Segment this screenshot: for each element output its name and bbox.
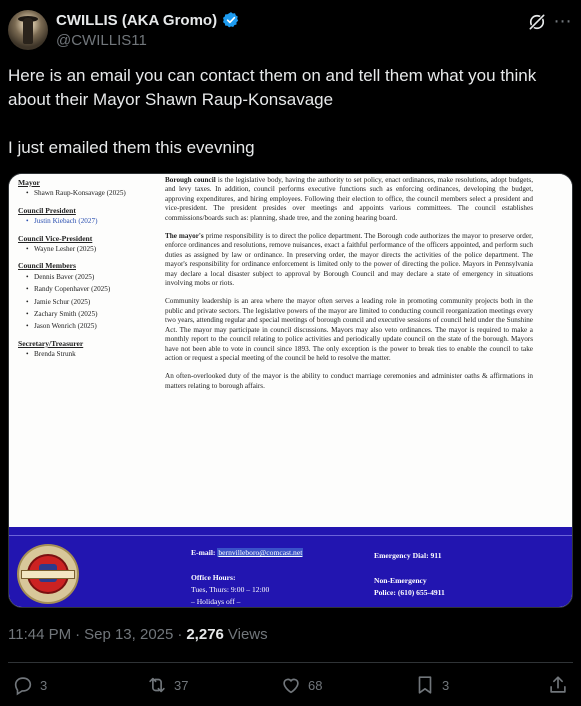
section-heading: Council President — [18, 205, 76, 215]
repost-button[interactable] — [146, 674, 188, 696]
section-heading: Council Members — [18, 261, 76, 271]
list-item: • Zachary Smith (2025) — [18, 310, 163, 319]
repost-count: 37 — [174, 677, 189, 693]
paragraph: An often-overlooked duty of the mayor is the ability to conduct marriage ceremonies and administer oaths & affirmations in matters relating to borough affairs. — [165, 372, 533, 390]
section-heading: Mayor — [18, 178, 40, 187]
reply-icon — [12, 674, 34, 696]
grok-icon[interactable] — [527, 12, 547, 32]
post-text-line: Here is an email you can contact them on and tell them what you think — [8, 66, 537, 85]
post-time[interactable]: 11:44 PM — [8, 626, 72, 643]
avatar[interactable] — [8, 10, 48, 50]
views-count: 2,276 — [186, 626, 224, 643]
list-item: • Jason Wenrich (2025) — [18, 322, 163, 331]
post-date[interactable]: Sep 13, 2025 — [84, 626, 174, 643]
list-item: • Wayne Lesher (2025) — [18, 245, 163, 254]
post-text-line: I just emailed them this evevning — [8, 138, 255, 157]
footer-office-hours: Office Hours: Tues, Thurs: 9:00 – 12:00 – Holidays off – — [191, 573, 270, 606]
paragraph — [165, 232, 533, 288]
post-text-line: about their Mayor Shawn Raup-Konsavage — [8, 90, 334, 109]
paragraph-body: prime responsibility is to direct the police department. The Borough code authorizes the mayor to preserve order, enforce ordinances and resolutions, remove nuisances, exact a faithful performance of the officers appointed, and perform such duties as assigned by law or ordinance. In preserving order, the mayor directs the activities of the police department. The mayor's responsibility for ordinance enforcement is limited only to the power of directing the police. Mayors in Pennsylvania may declare a local disaster subject to approval by Borough Council and may declare a state of emergency in situations involving mobs or riots. — [165, 232, 533, 288]
borough-seal-icon — [17, 544, 79, 604]
footer-non-emergency: Non-Emergency Police: (610) 655-4911 — [374, 576, 445, 597]
list-item: • Shawn Raup-Konsavage (2025) — [18, 189, 163, 198]
footer-emergency: Emergency Dial: 911 — [374, 551, 442, 560]
author-name-row — [56, 11, 240, 29]
like-count: 68 — [308, 677, 323, 693]
reply-count: 3 — [40, 677, 48, 693]
author-display-name[interactable]: CWILLIS (AKA Gromo) — [56, 11, 218, 29]
list-item: • Jamie Schur (2025) — [18, 298, 163, 307]
like-button[interactable] — [280, 674, 322, 696]
paragraph: Community leadership is an area where the mayor often serves a leading role in promoting community projects both in the public and private sectors. The legislative powers of the mayor are limited to conducting council reorganization meetings every two years, attending regular and special meetings of borough council and executive sessions of council held under the Sunshine Act. The mayor may participate in council discussions. Mayors may also veto ordinances. The mayor is required to make a monthly report to the council relating to police activities and periodically update council on the state of the borough. Mayors have not been able to vote in council since 1893. The only exception is the power to break ties to enable the council to take action or request a special meeting of the council be held to resolve the matter. — [165, 297, 533, 362]
post-metadata: 11:44 PM · Sep 13, 2025 · 2,276 Views — [8, 626, 268, 643]
views-label: Views — [227, 626, 268, 643]
bookmark-button[interactable] — [414, 674, 449, 696]
footer-email: E-mail: bernvilleboro@comcast.net — [191, 548, 303, 557]
divider — [8, 662, 573, 663]
verified-badge-icon — [222, 11, 240, 29]
list-item: • Randy Copenhaver (2025) — [18, 285, 163, 294]
email-link: bernvilleboro@comcast.net — [218, 548, 303, 557]
paragraph-lead: The mayor's — [165, 232, 204, 241]
document-footer — [9, 527, 573, 608]
reply-button[interactable] — [12, 674, 47, 696]
list-item: • Brenda Strunk — [18, 350, 163, 359]
post-header — [8, 8, 573, 54]
list-item: • Dennis Baver (2025) — [18, 273, 163, 282]
share-button[interactable] — [547, 674, 569, 696]
repost-icon — [146, 674, 168, 696]
share-icon — [547, 674, 569, 696]
section-heading: Council Vice-President — [18, 233, 93, 243]
officials-list — [18, 178, 163, 363]
list-item: • Justin Kiebach (2027) — [18, 217, 163, 226]
paragraph-lead: Borough council — [165, 176, 216, 184]
bookmark-icon — [414, 674, 436, 696]
author-handle[interactable]: @CWILLIS11 — [56, 32, 147, 49]
more-options-icon[interactable]: ⋯ — [553, 11, 573, 31]
bookmark-count: 3 — [442, 677, 450, 693]
description-text — [165, 176, 533, 400]
heart-icon — [280, 674, 302, 696]
paragraph-body: is the legislative body, having the authority to set policy, enact ordinances, make resolutions, adopt budgets, and levy taxes. In addition, council performs executive functions such as enforcing ordinances, developing the budget, approving expenditures, and hiring employees. Following their election to office, the council members select a president and vice-president. The president presides over meetings and appoints various committees. The council establishes commissions/boards such as: planning, shade tree, and the zoning hearing board. — [165, 176, 533, 222]
post-text — [8, 64, 573, 160]
section-heading: Secretary/Treasurer — [18, 338, 84, 348]
post-media-image[interactable] — [8, 173, 573, 608]
action-bar — [8, 674, 573, 700]
document-body — [9, 174, 573, 527]
paragraph — [165, 176, 533, 223]
